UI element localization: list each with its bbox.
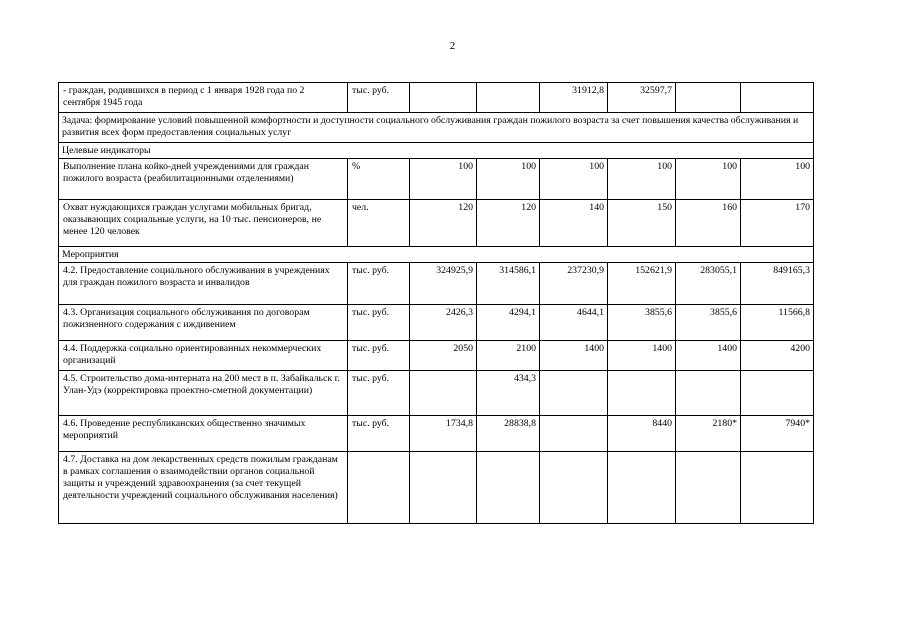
value-cell: 120 bbox=[410, 200, 477, 247]
unit-cell: тыс. руб. bbox=[348, 83, 410, 113]
section-heading-cell: Задача: формирование условий повышенной комфортности и доступности социального обслуживания граждан пожилого возраста за счет повышения качества обслуживания и развития всех форм предоставления социальных услуг bbox=[59, 113, 814, 143]
value-cell: 100 bbox=[676, 159, 741, 200]
value-cell: 3855,6 bbox=[676, 305, 741, 341]
unit-cell: % bbox=[348, 159, 410, 200]
value-cell: 314586,1 bbox=[477, 263, 540, 305]
value-cell: 283055,1 bbox=[676, 263, 741, 305]
value-cell bbox=[540, 371, 608, 416]
value-cell: 1400 bbox=[540, 341, 608, 371]
unit-cell: тыс. руб. bbox=[348, 341, 410, 371]
value-cell: 2180* bbox=[676, 416, 741, 452]
section-heading-cell: Целевые индикаторы bbox=[59, 143, 814, 159]
table-row bbox=[59, 263, 814, 305]
value-cell bbox=[410, 452, 477, 524]
unit-cell: тыс. руб. bbox=[348, 371, 410, 416]
value-cell: 11566,8 bbox=[741, 305, 814, 341]
indicator-name-cell: Выполнение плана койко-дней учреждениями для граждан пожилого возраста (реабилитационными отделениями) bbox=[59, 159, 348, 200]
value-cell bbox=[741, 452, 814, 524]
value-cell bbox=[676, 371, 741, 416]
indicator-name-cell: 4.2. Предоставление социального обслуживания в учреждениях для граждан пожилого возраста и инвалидов bbox=[59, 263, 348, 305]
value-cell: 31912,8 bbox=[540, 83, 608, 113]
value-cell: 170 bbox=[741, 200, 814, 247]
table-row bbox=[59, 371, 814, 416]
value-cell bbox=[540, 416, 608, 452]
value-cell bbox=[477, 83, 540, 113]
value-cell: 3855,6 bbox=[608, 305, 676, 341]
value-cell: 324925,9 bbox=[410, 263, 477, 305]
unit-cell: тыс. руб. bbox=[348, 305, 410, 341]
section-row bbox=[59, 143, 814, 159]
value-cell: 1400 bbox=[608, 341, 676, 371]
value-cell: 100 bbox=[477, 159, 540, 200]
unit-cell bbox=[348, 452, 410, 524]
indicator-name-cell: 4.5. Строительство дома-интерната на 200 мест в п. Забайкальск г. Улан-Удэ (корректировка проектно-сметной документации) bbox=[59, 371, 348, 416]
section-row bbox=[59, 113, 814, 143]
value-cell: 100 bbox=[741, 159, 814, 200]
value-cell: 150 bbox=[608, 200, 676, 247]
value-cell: 100 bbox=[608, 159, 676, 200]
table-row bbox=[59, 452, 814, 524]
value-cell: 2100 bbox=[477, 341, 540, 371]
value-cell bbox=[608, 371, 676, 416]
indicator-name-cell: 4.4. Поддержка социально ориентированных некоммерческих организаций bbox=[59, 341, 348, 371]
indicator-name-cell: 4.3. Организация социального обслуживания по договорам пожизненного содержания с иждивением bbox=[59, 305, 348, 341]
value-cell: 32597,7 bbox=[608, 83, 676, 113]
value-cell: 1400 bbox=[676, 341, 741, 371]
value-cell: 434,3 bbox=[477, 371, 540, 416]
value-cell: 28838,8 bbox=[477, 416, 540, 452]
unit-cell: тыс. руб. bbox=[348, 263, 410, 305]
value-cell bbox=[410, 83, 477, 113]
value-cell: 140 bbox=[540, 200, 608, 247]
value-cell: 2050 bbox=[410, 341, 477, 371]
indicator-name-cell: 4.7. Доставка на дом лекарственных средств пожилым гражданам в рамках соглашения о взаимодействии органов социальной защиты и учреждений здравоохранения (за счет текущей деятельности учреждений социального обслуживания населения) bbox=[59, 452, 348, 524]
unit-cell: чел. bbox=[348, 200, 410, 247]
value-cell: 160 bbox=[676, 200, 741, 247]
value-cell bbox=[741, 371, 814, 416]
value-cell bbox=[676, 83, 741, 113]
value-cell bbox=[477, 452, 540, 524]
indicator-name-cell: Охват нуждающихся граждан услугами мобильных бригад, оказывающих социальные услуги, на 10 тыс. пенсионеров, не менее 120 человек bbox=[59, 200, 348, 247]
value-cell bbox=[540, 452, 608, 524]
value-cell: 7940* bbox=[741, 416, 814, 452]
value-cell: 120 bbox=[477, 200, 540, 247]
table-row bbox=[59, 159, 814, 200]
indicator-name-cell: - граждан, родившихся в период с 1 января 1928 года по 2 сентября 1945 года bbox=[59, 83, 348, 113]
value-cell: 237230,9 bbox=[540, 263, 608, 305]
unit-cell: тыс. руб. bbox=[348, 416, 410, 452]
value-cell bbox=[608, 452, 676, 524]
page-number: 2 bbox=[449, 40, 456, 52]
table-row bbox=[59, 341, 814, 371]
section-row bbox=[59, 247, 814, 263]
value-cell: 4294,1 bbox=[477, 305, 540, 341]
value-cell: 849165,3 bbox=[741, 263, 814, 305]
table-row bbox=[59, 305, 814, 341]
value-cell: 4200 bbox=[741, 341, 814, 371]
table-row bbox=[59, 200, 814, 247]
value-cell bbox=[676, 452, 741, 524]
table-row bbox=[59, 416, 814, 452]
value-cell: 1734,8 bbox=[410, 416, 477, 452]
table-row bbox=[59, 83, 814, 113]
program-table bbox=[58, 82, 814, 524]
value-cell: 8440 bbox=[608, 416, 676, 452]
value-cell: 4644,1 bbox=[540, 305, 608, 341]
value-cell: 100 bbox=[410, 159, 477, 200]
value-cell: 100 bbox=[540, 159, 608, 200]
indicator-name-cell: 4.6. Проведение республиканских общественно значимых мероприятий bbox=[59, 416, 348, 452]
value-cell bbox=[741, 83, 814, 113]
value-cell: 152621,9 bbox=[608, 263, 676, 305]
value-cell: 2426,3 bbox=[410, 305, 477, 341]
value-cell bbox=[410, 371, 477, 416]
section-heading-cell: Мероприятия bbox=[59, 247, 814, 263]
